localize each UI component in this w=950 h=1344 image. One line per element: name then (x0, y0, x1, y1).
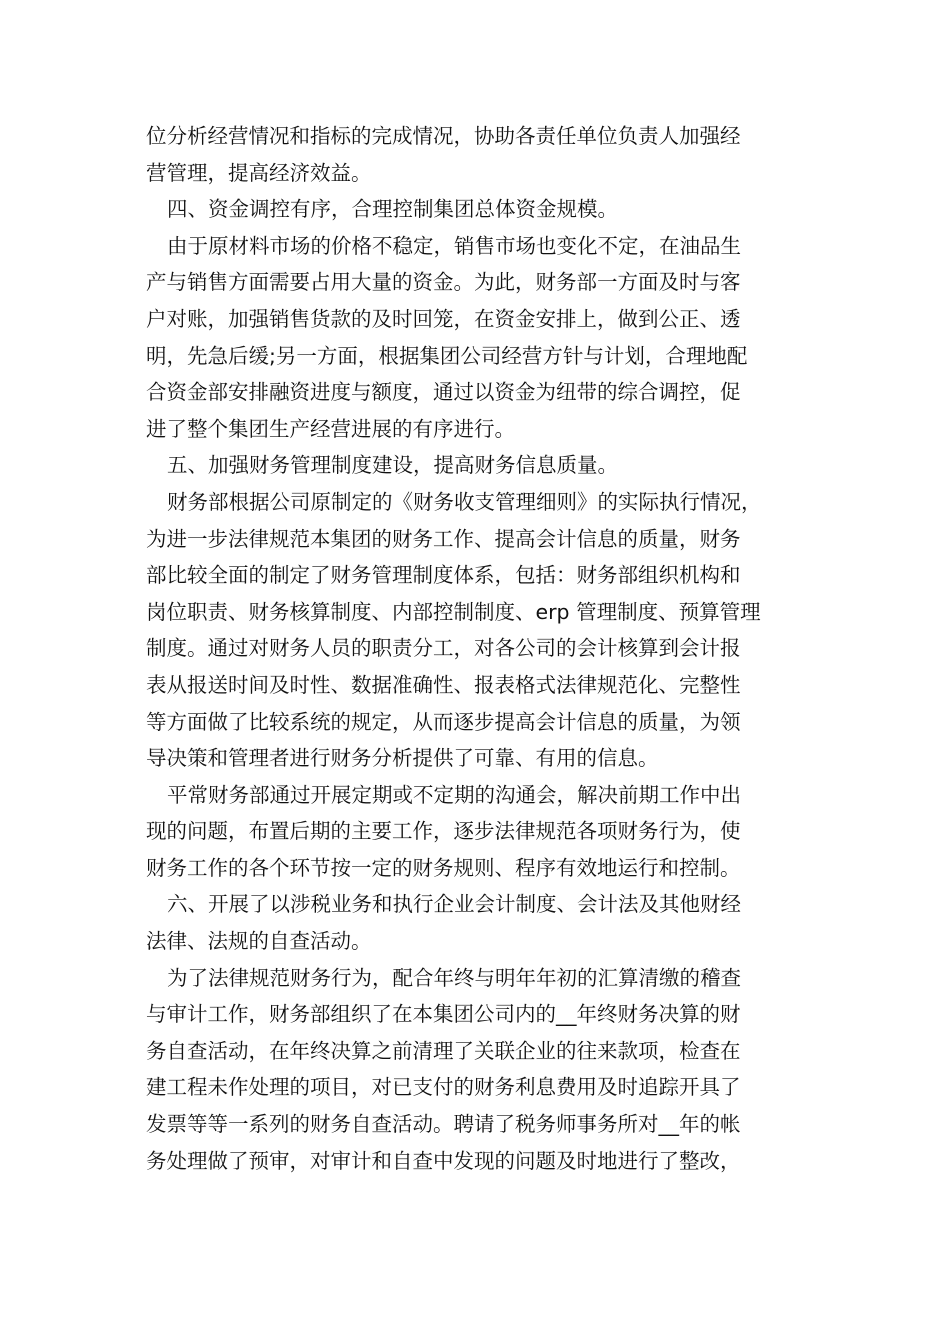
text-line: 产与销售方面需要占用大量的资金。为此，财务部一方面及时与客 (146, 270, 741, 295)
text-line: 为进一步法律规范本集团的财务工作、提高会计信息的质量，财务 (146, 526, 741, 551)
text-line: 制度。通过对财务人员的职责分工，对各公司的会计核算到会计报 (146, 636, 741, 661)
section-heading: 六、开展了以涉税业务和执行企业会计制度、会计法及其他财经 (167, 892, 741, 917)
text-line: 部比较全面的制定了财务管理制度体系，包括：财务部组织机构和 (146, 563, 741, 588)
section-heading-continued: 法律、法规的自查活动。 (146, 929, 372, 954)
text-line: 户对账，加强销售货款的及时回笼，在资金安排上，做到公正、透 (146, 306, 741, 331)
text-line: 平常财务部通过开展定期或不定期的沟通会，解决前期工作中出 (167, 782, 741, 807)
text-line: 由于原材料市场的价格不稳定，销售市场也变化不定，在油品生 (167, 233, 741, 258)
text-line: 进了整个集团生产经营进展的有序进行。 (146, 416, 515, 441)
text-line: 导决策和管理者进行财务分析提供了可靠、有用的信息。 (146, 746, 659, 771)
text-line: 财务部根据公司原制定的《财务收支管理细则》的实际执行情况， (167, 489, 762, 514)
text-line: 等方面做了比较系统的规定，从而逐步提高会计信息的质量，为领 (146, 709, 741, 734)
text-line: 合资金部安排融资进度与额度，通过以资金为纽带的综合调控，促 (146, 380, 741, 405)
text-line: 务自查活动，在年终决算之前清理了关联企业的往来款项，检查在 (146, 1038, 741, 1063)
text-line: 岗位职责、财务核算制度、内部控制制度、erp 管理制度、预算管理 (146, 599, 761, 624)
text-line: 建工程未作处理的项目，对已支付的财务利息费用及时追踪开具了 (146, 1075, 741, 1100)
text-line: 现的问题，布置后期的主要工作，逐步法律规范各项财务行为，使 (146, 819, 741, 844)
text-line: 务处理做了预审，对审计和自查中发现的问题及时地进行了整改， (146, 1148, 741, 1173)
document-body (146, 118, 816, 1179)
text-line: 与审计工作，财务部组织了在本集团公司内的__年终财务决算的财 (146, 1002, 741, 1027)
section-heading: 四、资金调控有序，合理控制集团总体资金规模。 (167, 197, 618, 222)
text-line: 发票等等一系列的财务自查活动。聘请了税务师事务所对__年的帐 (146, 1112, 741, 1137)
text-line: 营管理，提高经济效益。 (146, 160, 372, 185)
text-line: 表从报送时间及时性、数据准确性、报表格式法律规范化、完整性 (146, 672, 741, 697)
text-line: 明，先急后缓;另一方面，根据集团公司经营方针与计划，合理地配 (146, 343, 748, 368)
text-line: 为了法律规范财务行为，配合年终与明年年初的汇算清缴的稽查 (167, 965, 741, 990)
text-line: 财务工作的各个环节按一定的财务规则、程序有效地运行和控制。 (146, 855, 741, 880)
section-heading: 五、加强财务管理制度建设，提高财务信息质量。 (167, 453, 618, 478)
text-line: 位分析经营情况和指标的完成情况，协助各责任单位负责人加强经 (146, 124, 741, 148)
